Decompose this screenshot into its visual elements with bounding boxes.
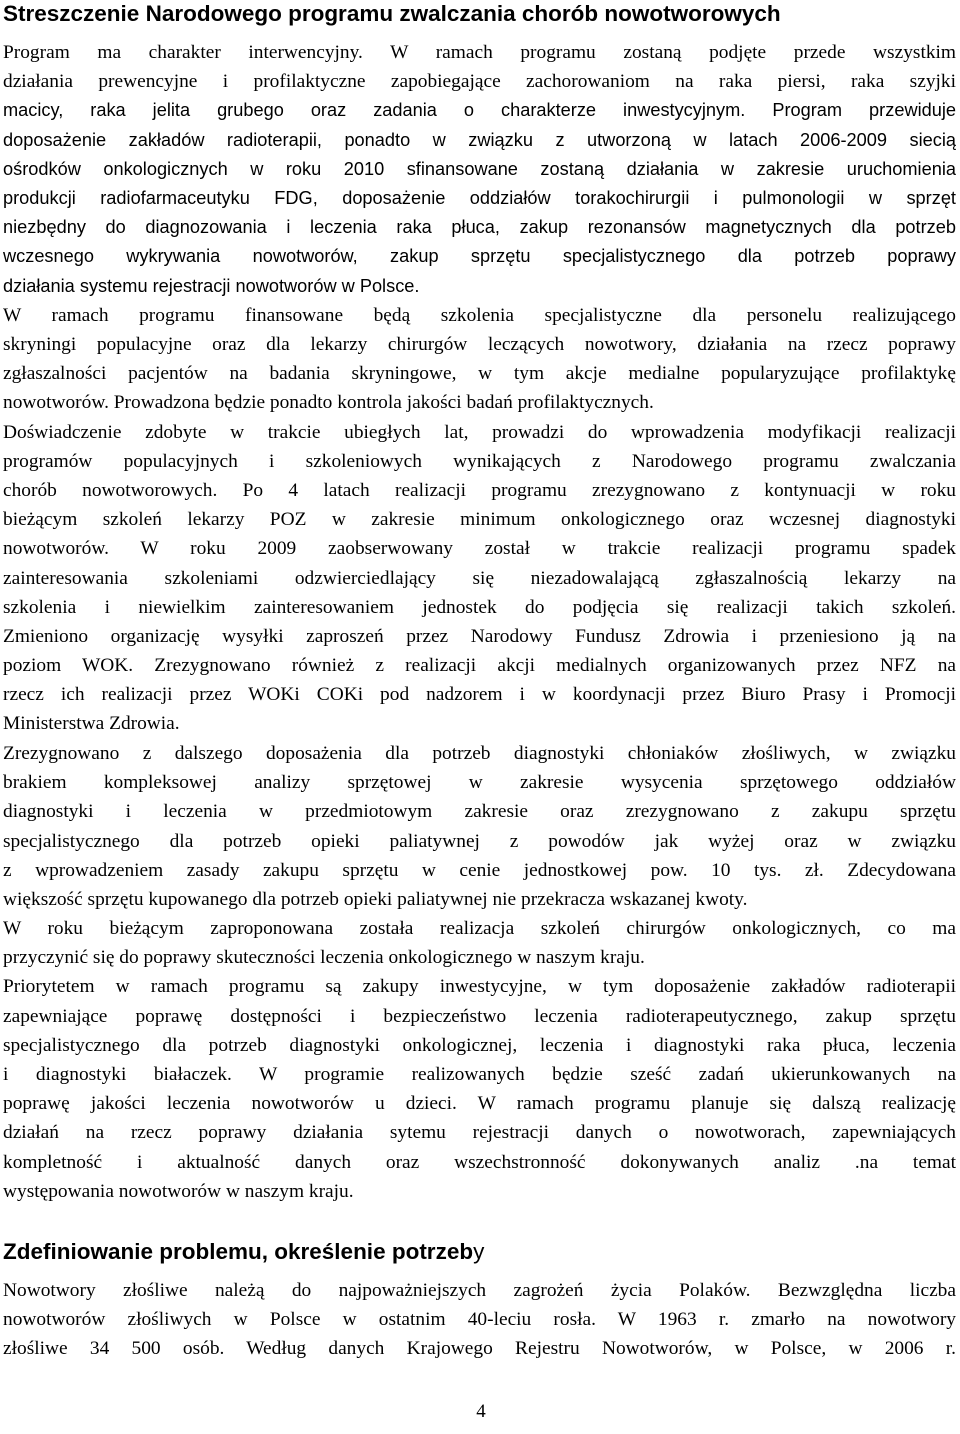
text-line: ośrodków onkologicznych w roku 2010 sfinansowane zostaną działania w zakresie uruchomienia	[3, 158, 956, 179]
text-line: kompletność i aktualność danych oraz wszechstronność dokonywanych analiz .na temat	[3, 1151, 956, 1173]
paragraph-experience	[3, 418, 956, 739]
text-line: z wprowadzeniem zasady zakupu sprzętu w cenie jednostkowej pow. 10 tys. zł. Zdecydowana	[3, 859, 956, 881]
paragraph-priorities	[3, 972, 956, 1206]
text-line: nowotworów. W roku 2009 zaobserwowany został w trakcie realizacji programu spadek	[3, 538, 956, 560]
text-line: Nowotwory złośliwe należą do najpoważniejszych zagrożeń życia Polaków. Bezwzględna liczba	[3, 1280, 956, 1301]
text-line: specjalistycznego dla potrzeb opieki paliatywnej z powodów jak wyżej oraz w związku	[3, 830, 956, 852]
paragraph-equipment	[3, 739, 956, 914]
text-line: Zmieniono organizację wysyłki zaproszeń przez Narodowy Fundusz Zdrowia i przeniesiono ją na	[3, 625, 956, 647]
text-line: Ministerstwa Zdrowia.	[3, 713, 180, 735]
text-line: Doświadczenie zdobyte w trakcie ubiegłych lat, prowadzi do wprowadzenia modyfikacji realizacji	[3, 421, 956, 443]
text-line: występowania nowotworów w naszym kraju.	[3, 1180, 354, 1202]
heading-main-text: Zdefiniowanie problemu, określenie potrzeb	[3, 1239, 474, 1264]
text-line: W roku bieżącym zaproponowana została realizacja szkoleń chirurgów onkologicznych, co ma	[3, 918, 956, 939]
section-heading-problem	[3, 1238, 953, 1266]
text-line: doposażenie zakładów radioterapii, ponadto w związku z utworzoną w latach 2006-2009 siecią	[3, 129, 956, 150]
text-line: W ramach programu finansowane będą szkolenia specjalistyczne dla personelu realizującego	[3, 304, 956, 326]
text-line: niezbędny do diagnozowania i leczenia raka płuca, zakup rezonansów magnetycznych dla potrzeb	[3, 217, 956, 238]
paragraph-surgeons	[3, 914, 956, 972]
page-number: 4	[476, 1401, 486, 1422]
text-line: programów populacyjnych i szkoleniowych wynikających z Narodowego programu zwalczania	[3, 450, 956, 472]
text-line: i diagnostyki białaczek. W programie realizowanych będzie sześć zadań ukierunkowanych na	[3, 1063, 956, 1085]
text-line: rzecz ich realizacji przez WOKi COKi pod nadzorem i w koordynacji przez Biuro Prasy i Promocji	[3, 684, 956, 706]
text-line: poziom WOK. Zrezygnowano również z realizacji akcji medialnych organizowanych przez NFZ na	[3, 655, 956, 677]
text-line: nowotworów. Prowadzona będzie ponadto kontrola jakości badań profilaktycznych.	[3, 392, 654, 414]
text-line: poprawę jakości leczenia nowotworów u dzieci. W ramach programu planuje się dalszą realizację	[3, 1093, 956, 1115]
text-line: przyczynić się do poprawy skuteczności leczenia onkologicznego w naszym kraju.	[3, 947, 645, 969]
text-line: zgłaszalności pacjentów na badania skryningowe, w tym akcje medialne popularyzujące profilaktykę	[3, 363, 956, 385]
text-line: Priorytetem w ramach programu są zakupy inwestycyjne, w tym doposażenie zakładów radioterapii	[3, 976, 956, 998]
text-line: Program ma charakter interwencyjny. W ramach programu zostaną podjęte przede wszystkim	[3, 42, 956, 63]
text-line: macicy, raka jelita grubego oraz zadania o charakterze inwestycyjnym. Program przewiduje	[3, 100, 956, 121]
text-line: nowotworów złośliwych w Polsce w ostatnim 40-leciu rosła. W 1963 r. zmarło na nowotwory	[3, 1309, 956, 1331]
text-line: Zrezygnowano z dalszego doposażenia dla potrzeb diagnostyki chłoniaków złośliwych, w związku	[3, 743, 956, 764]
text-line: działania systemu rejestracji nowotworów w Polsce.	[3, 275, 420, 296]
text-line: złośliwe 34 500 osób. Według danych Krajowego Rejestru Nowotworów, w Polsce, w 2006 r.	[3, 1338, 956, 1360]
heading-tail-text: y	[473, 1239, 485, 1264]
text-line: diagnostyki i leczenia w przedmiotowym zakresie oraz zrezygnowano z zakupu sprzętu	[3, 801, 956, 823]
text-line: wczesnego wykrywania nowotworów, zakup sprzętu specjalistycznego dla potrzeb poprawy	[3, 246, 956, 267]
text-line: brakiem kompleksowej analizy sprzętowej w zakresie wysycenia sprzętowego oddziałów	[3, 772, 956, 794]
text-line: specjalistycznego dla potrzeb diagnostyki onkologicznej, leczenia i diagnostyki raka płuca, leczenia	[3, 1034, 956, 1056]
text-line: zapewniające poprawę dostępności i bezpieczeństwo leczenia radioterapeutycznego, zakup sprzętu	[3, 1005, 956, 1027]
text-line: bieżącym szkoleń lekarzy POZ w zakresie minimum onkologicznego oraz wczesnej diagnostyki	[3, 509, 956, 531]
text-line: działania prewencyjne i profilaktyczne zapobiegające zachorowaniom na raka piersi, raka szyjki	[3, 71, 956, 93]
text-line: szkolenia i niewielkim zainteresowaniem jednostek do podjęcia się realizacji takich szkoleń.	[3, 596, 956, 618]
text-line: zainteresowania szkoleniami odzwierciedlający się niezadowalającą zgłaszalnością lekarzy na	[3, 567, 956, 589]
text-line: chorób nowotworowych. Po 4 latach realizacji programu zrezygnowano z kontynuacji w roku	[3, 479, 956, 501]
text-line: większość sprzętu kupowanego dla potrzeb opieki paliatywnej nie przekracza wskazanej kwoty.	[3, 888, 748, 910]
section-heading-summary: Streszczenie Narodowego programu zwalczania chorób nowotworowych	[3, 1, 781, 26]
text-line: skryningi populacyjne oraz dla lekarzy chirurgów leczących nowotwory, działania na rzecz poprawy	[3, 333, 956, 355]
paragraph-intro-continued	[3, 96, 956, 300]
paragraph-intro	[3, 38, 956, 96]
text-line: produkcji radiofarmaceutyku FDG, doposażenie oddziałów torakochirurgii i pulmonologii w sprzęt	[3, 187, 956, 208]
paragraph-statistics	[3, 1276, 956, 1364]
text-line: działań na rzecz poprawy działania sytemu rejestracji danych o nowotworach, zapewniających	[3, 1122, 956, 1144]
paragraph-training	[3, 301, 956, 418]
